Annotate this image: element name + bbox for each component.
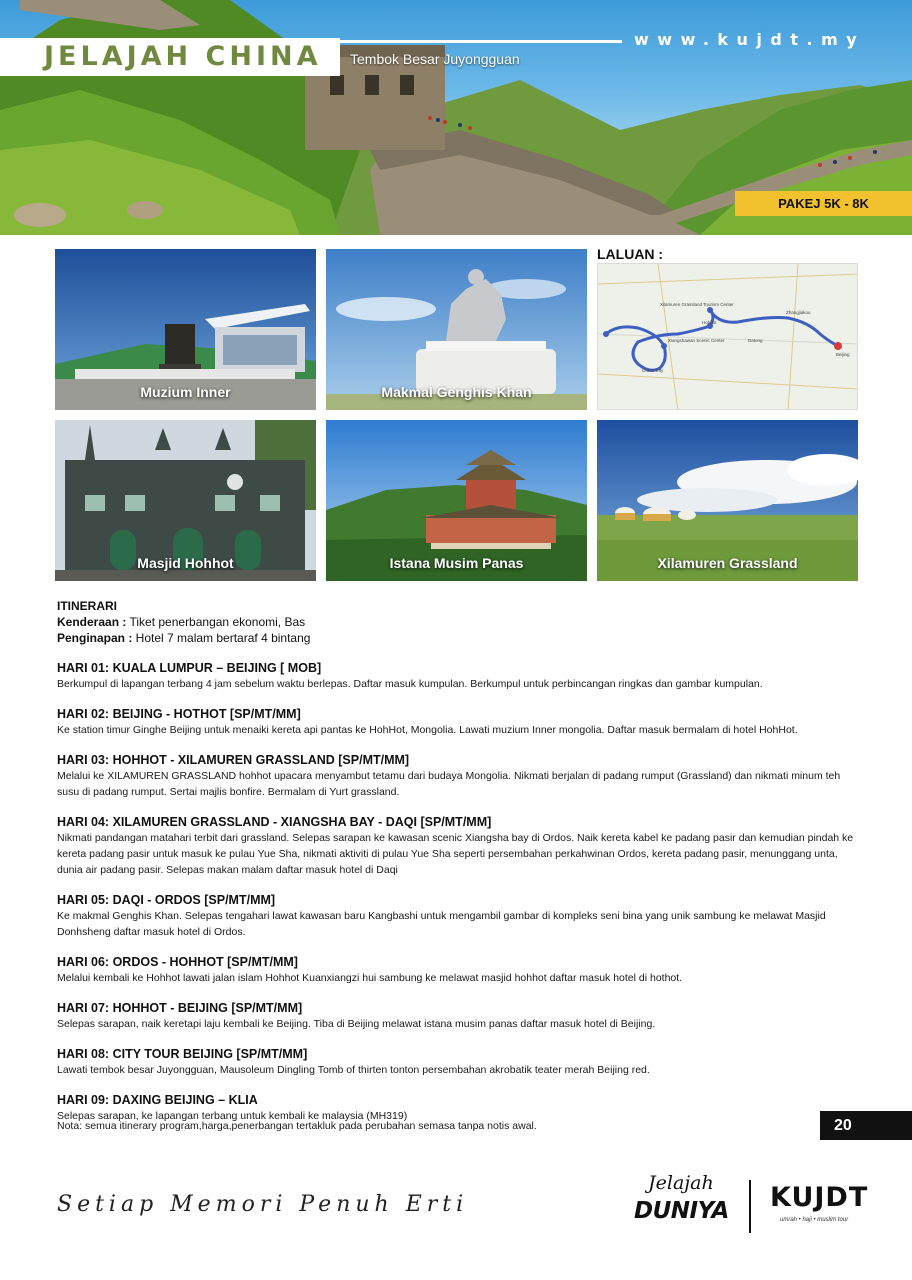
photo-label: Masjid Hohhot — [137, 555, 234, 571]
day-title: HARI 01: KUALA LUMPUR – BEIJING [ MOB] — [57, 661, 322, 675]
photo-masjid-hohhot — [55, 420, 316, 581]
page-number: 20 — [820, 1111, 912, 1140]
day-title: HARI 02: BEIJING - HOTHOT [SP/MT/MM] — [57, 707, 301, 721]
photo-label: Makmal Genghis Khan — [381, 384, 532, 400]
day-title: HARI 05: DAQI - ORDOS [SP/MT/MM] — [57, 893, 276, 907]
photo-istana-musim-panas — [326, 420, 587, 581]
logo-divider — [749, 1180, 751, 1233]
day-title: HARI 09: DAXING BEIJING – KLIA — [57, 1093, 258, 1107]
day-description: Melalui ke XILAMUREN GRASSLAND hohhot upacara menyambut tetamu dari budaya Mongolia. Nikmati berjalan di padang rumput (Grassland) dan nikmati minum teh susu di padang rumput. Sertai majlis bonfire. Bermalam di Yurt grassland. — [57, 770, 841, 798]
day-item — [57, 954, 857, 986]
hotel-label: Penginapan : — [57, 631, 133, 645]
day-title: HARI 07: HOHHOT - BEIJING [SP/MT/MM] — [57, 1001, 303, 1015]
itinerary-heading: ITINERARI — [57, 599, 117, 613]
tagline: Setiap Memori Penuh Erti — [57, 1192, 469, 1217]
disclaimer-note: Nota: semua itinerary program,harga,penerbangan tertakluk pada perubahan semasa tanpa notis awal. — [57, 1120, 537, 1132]
day-description: Ke makmal Genghis Khan. Selepas tengahari lawat kawasan baru Kangbashi untuk mengambil gambar di kompleks seni bina yang unik sambung ke melawat Masjid Donhsheng daftar masuk hotel di Ordos. — [57, 910, 826, 938]
website-url[interactable]: www.kujdt.my — [634, 30, 866, 49]
route-title: LALUAN : — [597, 246, 664, 262]
day-title: HARI 04: XILAMUREN GRASSLAND - XIANGSHA BAY - DAQI [SP/MT/MM] — [57, 815, 492, 829]
kujdt-logo-subtitle: umrah • haji • muslim tour — [780, 1217, 849, 1223]
day-description: Nikmati pandangan matahari terbit dari grassland. Selepas sarapan ke kawasan scenic Xiangsha bay di Ordos. Naik kereta kabel ke padang pasir dan kemudian pindah ke kereta padang pasir untuk masuk ke pulau Yue Sha, nikmati aktiviti di pulau Yue Sha seperti persembahan perkahwinan Ordos, kereta padang pasir, menunggang unta, dunia air padang pasir. Selepas makan malam daftar masuk hotel di Daqi — [57, 832, 854, 876]
route-map-lines — [598, 264, 858, 410]
jelajah-duniya-logo[interactable] — [632, 1172, 742, 1232]
day-title: HARI 06: ORDOS - HOHHOT [SP/MT/MM] — [57, 955, 298, 969]
day-title: HARI 03: HOHHOT - XILAMUREN GRASSLAND [SP/MT/MM] — [57, 753, 410, 767]
day-item — [57, 814, 857, 878]
transport-label: Kenderaan : — [57, 615, 127, 629]
photo-label: Xilamuren Grassland — [657, 555, 798, 571]
kujdt-logo[interactable]: KUJDT — [770, 1182, 869, 1213]
photo-xilamuren-grassland — [597, 420, 858, 581]
itinerary — [57, 598, 857, 1124]
photo-genghis-khan — [326, 249, 587, 410]
hero-banner — [0, 0, 912, 235]
day-item — [57, 1000, 857, 1032]
day-description: Melalui kembali ke Hohhot lawati jalan islam Hohhot Kuanxiangzi hui sambung ke melawat masjid hohhot daftar masuk hotel di hothot. — [57, 972, 683, 984]
map-label: Xiangshawan Scenic Center — [668, 338, 725, 343]
hero-caption: Tembok Besar Juyongguan — [350, 51, 520, 67]
day-item — [57, 706, 857, 738]
transport-line — [57, 614, 857, 630]
hotel-line — [57, 630, 857, 646]
header-divider-line — [340, 40, 622, 43]
day-description: Selepas sarapan, ke lapangan terbang untuk kembali ke malaysia (MH319) — [57, 1110, 408, 1122]
day-item — [57, 892, 857, 940]
day-description: Ke station timur Ginghe Beijing untuk menaiki kereta api pantas ke HohHot, Mongolia. Lawati muzium Inner mongolia. Daftar masuk bermalam di hotel HohHot. — [57, 724, 798, 736]
photo-label: Muzium Inner — [140, 384, 231, 400]
photo-muzium-inner — [55, 249, 316, 410]
map-label: Datong — [748, 338, 763, 343]
logo-main-text: DUNIYA — [634, 1198, 729, 1224]
logo-script-text: Jelajah — [648, 1172, 714, 1194]
hotel-value: Hotel 7 malam bertaraf 4 bintang — [132, 631, 311, 645]
day-description: Lawati tembok besar Juyongguan, Mausoleum Dingling Tomb of thirten tonton persembahan akrobatik teater merah Beijing red. — [57, 1064, 650, 1076]
page-title: JELAJAH CHINA — [44, 41, 322, 72]
day-description: Selepas sarapan, naik keretapi laju kembali ke Beijing. Tiba di Beijing melawat istana musim panas daftar masuk hotel di Beijing. — [57, 1018, 656, 1030]
map-label: Xilamuren Grassland Tourism Center — [660, 302, 734, 307]
package-badge: PAKEJ 5K - 8K — [735, 191, 912, 216]
map-label: Beijing — [836, 352, 850, 357]
day-description: Berkumpul di lapangan terbang 4 jam sebelum waktu berlepas. Daftar masuk kumpulan. Berkumpul untuk perbincangan ringkas dan gambar kumpulan. — [57, 678, 763, 690]
map-label: Ordos City — [642, 368, 664, 373]
map-label: Zhangjiakou — [786, 310, 811, 315]
day-item — [57, 660, 857, 692]
day-item — [57, 1046, 857, 1078]
photo-label: Istana Musim Panas — [389, 555, 524, 571]
day-item — [57, 752, 857, 800]
route-map[interactable] — [597, 263, 858, 410]
map-label: Hohhot — [702, 320, 717, 325]
transport-value: Tiket penerbangan ekonomi, Bas — [126, 615, 306, 629]
day-title: HARI 08: CITY TOUR BEIJING [SP/MT/MM] — [57, 1047, 308, 1061]
